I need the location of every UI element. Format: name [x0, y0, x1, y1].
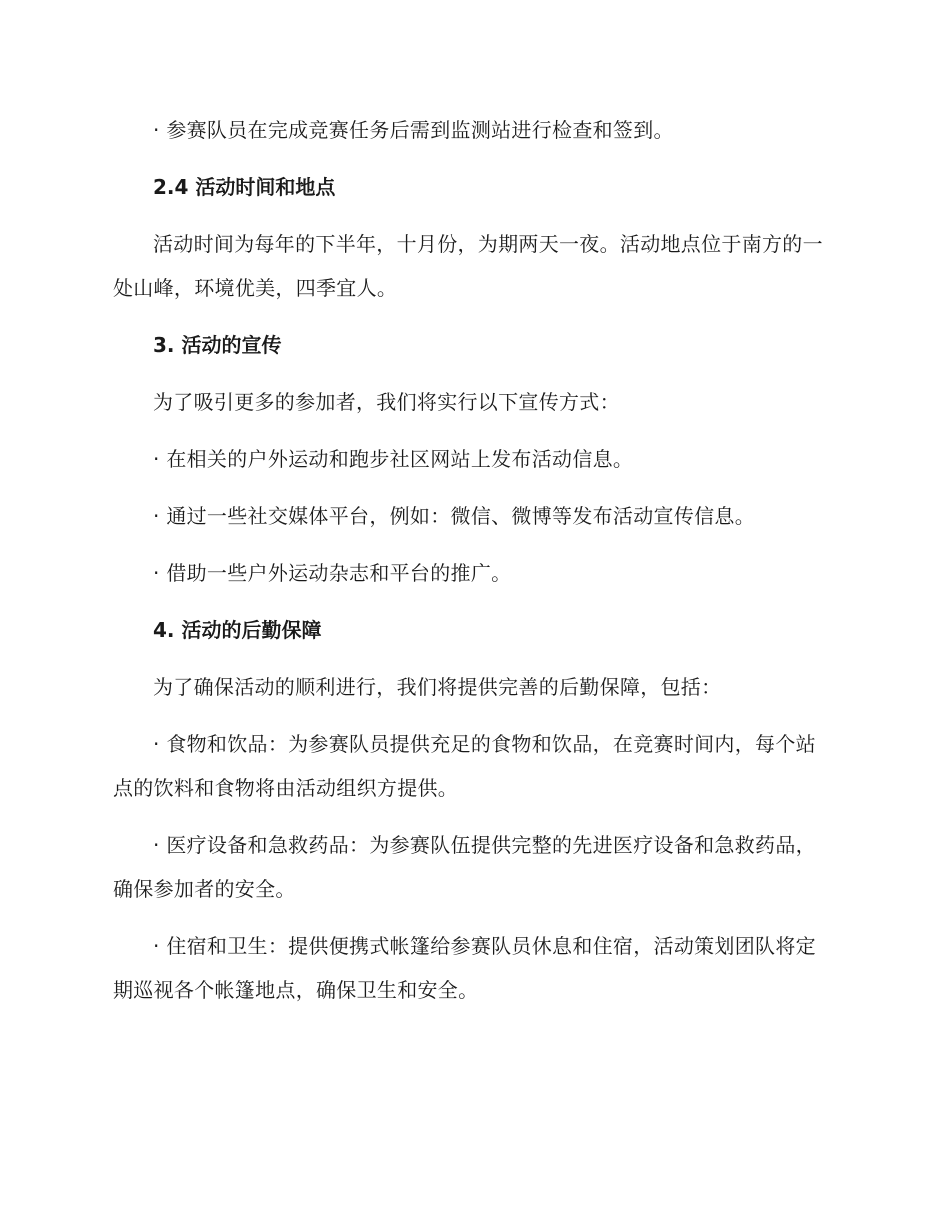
bullet-logistics-lodging: · 住宿和卫生：提供便携式帐篷给参赛队员休息和住宿，活动策划团队将定期巡视各个帐篷地点，确保卫生和安全。: [113, 934, 816, 1002]
paragraph-logistics-intro: 为了确保活动的顺利进行，我们将提供完善的后勤保障，包括：: [153, 675, 722, 699]
spacer: [113, 424, 833, 437]
spacer: [113, 810, 833, 823]
bullet-promotion-magazines: · 借助一些户外运动杂志和平台的推广。: [153, 561, 512, 585]
document-page: [113, 108, 833, 1012]
bullet-logistics-food: · 食物和饮品：为参赛队员提供充足的食物和饮品，在竞赛时间内，每个站点的饮料和食物将由活动组织方提供。: [113, 732, 816, 800]
spacer: [113, 709, 833, 722]
spacer: [113, 367, 833, 380]
section-heading-time-location: 2.4 活动时间和地点: [153, 175, 336, 199]
section-heading-logistics: 4. 活动的后勤保障: [153, 618, 322, 642]
spacer: [113, 652, 833, 665]
bullet-promotion-websites: · 在相关的户外运动和跑步社区网站上发布活动信息。: [153, 447, 634, 471]
section-heading-promotion: 3. 活动的宣传: [153, 333, 282, 357]
spacer: [113, 538, 833, 551]
spacer: [113, 310, 833, 323]
spacer: [113, 595, 833, 608]
spacer: [113, 152, 833, 165]
paragraph-promotion-intro: 为了吸引更多的参加者，我们将实行以下宣传方式：: [153, 390, 620, 414]
spacer: [113, 209, 833, 222]
bullet-promotion-social: · 通过一些社交媒体平台，例如：微信、微博等发布活动宣传信息。: [153, 504, 756, 528]
spacer: [113, 481, 833, 494]
spacer: [113, 911, 833, 924]
bullet-logistics-medical: · 医疗设备和急救药品：为参赛队伍提供完整的先进医疗设备和急救药品，确保参加者的安全。: [113, 833, 816, 901]
paragraph-time-location: 活动时间为每年的下半年，十月份，为期两天一夜。活动地点位于南方的一处山峰，环境优美，四季宜人。: [113, 232, 823, 300]
bullet-checkin: · 参赛队员在完成竞赛任务后需到监测站进行检查和签到。: [153, 118, 674, 142]
